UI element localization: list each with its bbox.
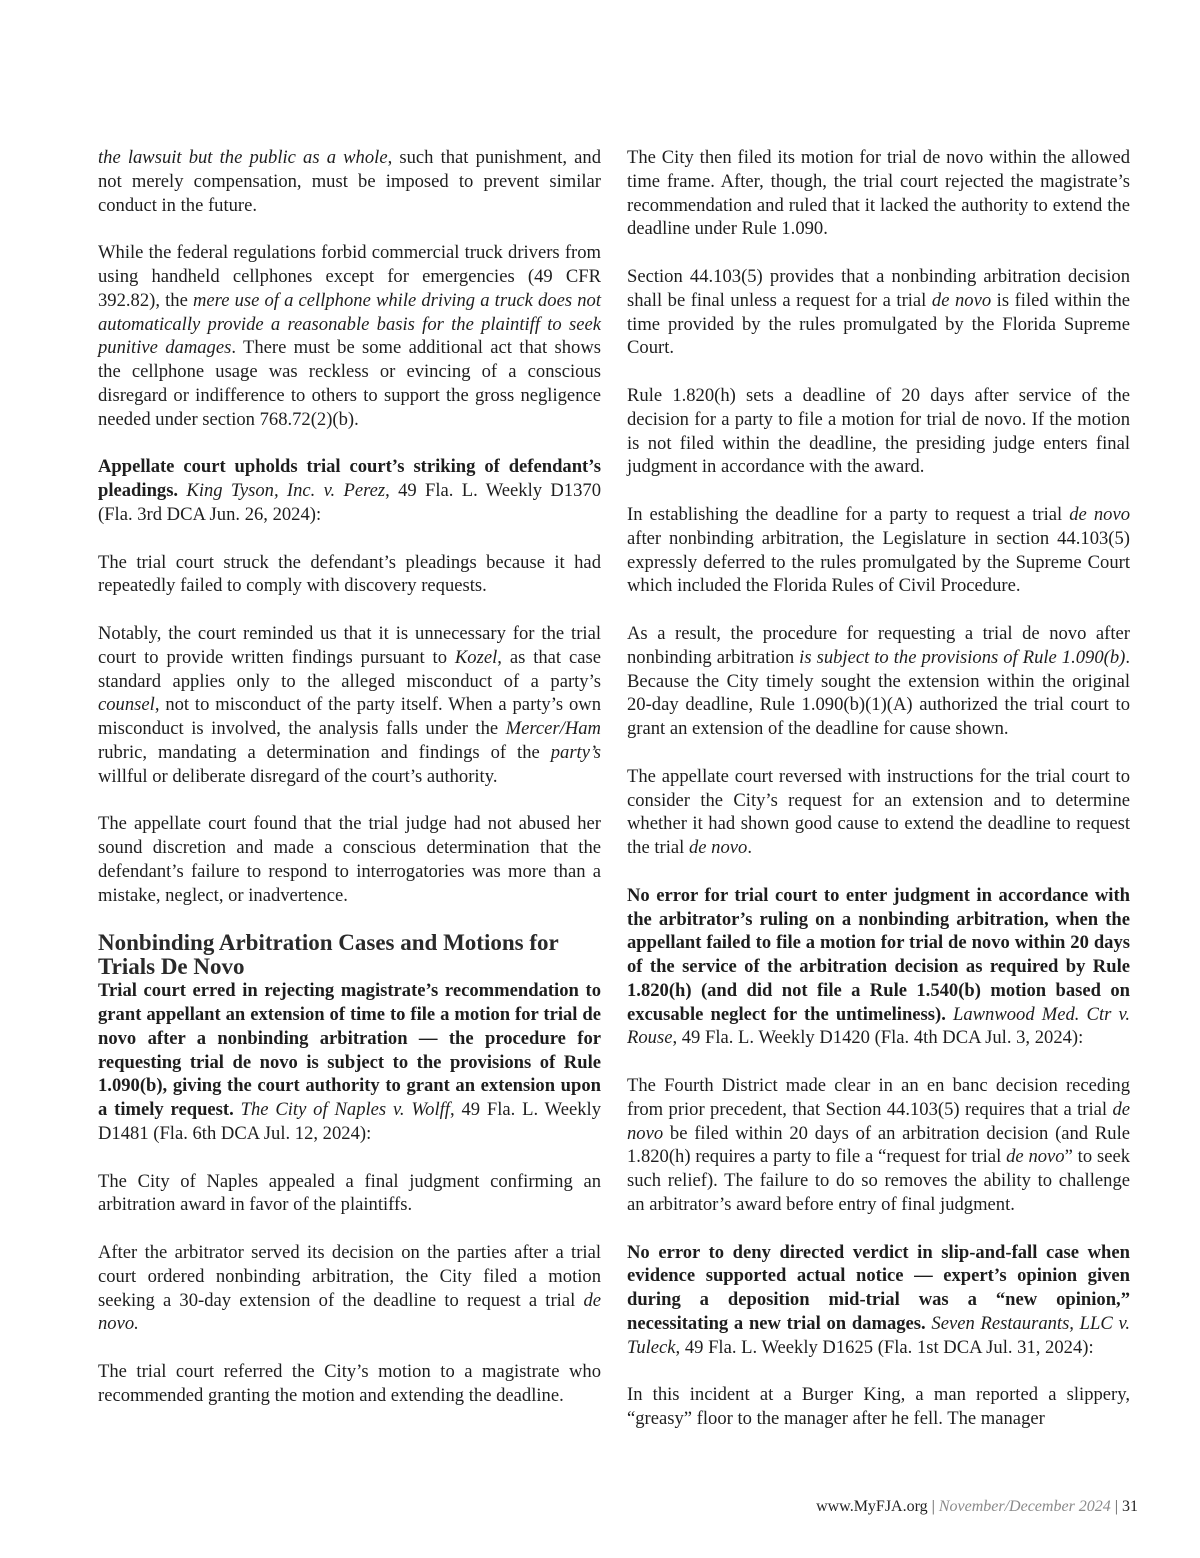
paragraph: Notably, the court reminded us that it is unnecessary for the trial court to provide written findings pursuant to Kozel, as that case standard applies only to the alleged misconduct of a party’s counsel, not to misconduct of the party itself. When a party’s own misconduct is involved, the analysis falls under the Mercer/Ham rubric, mandating a determination and findings of the party’s willful or deliberate disregard of the court’s authority. xyxy=(98,622,601,787)
footer-site-link[interactable]: www.MyFJA.org xyxy=(816,1498,928,1515)
page-number: 31 xyxy=(1122,1498,1138,1515)
paragraph: The appellate court reversed with instructions for the trial court to consider the City’s request for an extension and to determine whether it had shown good cause to extend the deadline to request the trial de novo. xyxy=(627,765,1130,859)
paragraph: Section 44.103(5) provides that a nonbinding arbitration decision shall be final unless a request for a trial de novo is filed within the time provided by the rules promulgated by the Florida Supreme Court. xyxy=(627,265,1130,359)
paragraph: The trial court referred the City’s motion to a magistrate who recommended granting the motion and extending the deadline. xyxy=(98,1361,601,1406)
page-footer xyxy=(0,1498,1138,1516)
paragraph: The City then filed its motion for trial de novo within the allowed time frame. After, though, the trial court rejected the magistrate’s recommendation and ruled that it lacked the authority to extend the deadline under Rule 1.090. xyxy=(627,147,1130,240)
paragraph: In this incident at a Burger King, a man reported a slippery, “greasy” floor to the manager after he fell. The manager xyxy=(627,1384,1130,1430)
case-summary-seven-restaurants xyxy=(627,1241,1130,1360)
section-heading: Nonbinding Arbitration Cases and Motions for Trials De Novo xyxy=(98,930,559,980)
case-headline: Trial court erred in rejecting magistrate’s recommendation to grant appellant an extension of time to file a motion for trial de novo after a nonbinding arbitration — the procedure for requesting trial de novo is subject to the provisions of Rule 1.090(b), giving the court authority to grant an extension upon a timely request. xyxy=(98,980,601,1121)
paragraph: In establishing the deadline for a party to request a trial de novo after nonbinding arbitration, the Legislature in section 44.103(5) expressly deferred to the rules promulgated by the Supreme Court which included the Florida Rules of Civil Procedure. xyxy=(627,503,1130,597)
case-citation: , 49 Fla. L. Weekly D1420 (Fla. 4th DCA Jul. 3, 2024): xyxy=(672,1027,1084,1049)
paragraph: Rule 1.820(h) sets a deadline of 20 days after service of the decision for a party to file a motion for trial de novo. If the motion is not filed within the deadline, the presiding judge enters final judgment in accordance with the award. xyxy=(627,384,1130,478)
paragraph: The trial court struck the defendant’s pleadings because it had repeatedly failed to comply with discovery requests. xyxy=(98,551,601,597)
case-headline: No error for trial court to enter judgment in accordance with the arbitrator’s ruling on a nonbinding arbitration, when the appellant failed to file a motion for trial de novo within 20 days of the service of the arbitration decision as required by Rule 1.820(h) (and did not file a Rule 1.540(b) motion based on excusable neglect for the untimeliness). xyxy=(627,884,1130,1025)
left-column xyxy=(98,146,601,1408)
case-summary-lawnwood xyxy=(627,884,1130,1051)
footer-separator: | xyxy=(1110,1498,1122,1515)
case-citation: , 49 Fla. L. Weekly D1370 (Fla. 3rd DCA Jun. 26, 2024): xyxy=(98,480,601,525)
case-summary-king-tyson xyxy=(98,455,601,526)
case-headline: Appellate court upholds trial court’s striking of defendant’s pleadings. xyxy=(98,456,601,502)
case-name: Seven Restaurants, LLC v. Tuleck xyxy=(627,1313,1130,1358)
footer-issue: November/December 2024 xyxy=(938,1498,1111,1515)
paragraph: The appellate court found that the trial judge had not abused her sound discretion and made a conscious determination that the defendant’s failure to respond to interrogatories was more than a mistake, neglect, or inadvertence. xyxy=(98,813,601,906)
right-column xyxy=(627,146,1130,1431)
footer-separator: | xyxy=(927,1498,939,1515)
case-summary-city-of-naples xyxy=(98,979,601,1146)
case-headline: No error to deny directed verdict in slip-and-fall case when evidence supported actual notice — expert’s opinion given during a deposition mid-trial was a “new opinion,” necessitating a new trial on damages. xyxy=(627,1241,1130,1335)
paragraph: The Fourth District made clear in an en banc decision receding from prior precedent, that Section 44.103(5) requires that a trial de novo be filed within 20 days of an arbitration decision (and Rule 1.820(h) requires a party to file a “request for trial de novo” to seek such relief). The failure to do so removes the ability to challenge an arbitrator’s award before entry of final judgment. xyxy=(627,1075,1130,1216)
paragraph: As a result, the procedure for requesting a trial de novo after nonbinding arbitration is subject to the provisions of Rule 1.090(b). Because the City timely sought the extension within the original 20-day deadline, Rule 1.090(b)(1)(A) authorized the trial court to grant an extension of the deadline for cause shown. xyxy=(627,622,1130,740)
case-citation: , 49 Fla. L. Weekly D1481 (Fla. 6th DCA Jul. 12, 2024): xyxy=(98,1099,601,1145)
paragraph: After the arbitrator served its decision on the parties after a trial court ordered nonbinding arbitration, the City filed a motion seeking a 30-day extension of the deadline to request a trial de novo. xyxy=(98,1242,601,1335)
paragraph: While the federal regulations forbid commercial truck drivers from using handheld cellphones except for emergencies (49 CFR 392.82), the mere use of a cellphone while driving a truck does not automatically provide a reasonable basis for the plaintiff to seek punitive damages. There must be some additional act that shows the cellphone usage was reckless or evincing of a conscious disregard or indifference to others to support the gross negligence needed under section 768.72(2)(b). xyxy=(98,242,601,430)
case-name: The City of Naples v. Wolff xyxy=(240,1099,450,1121)
case-name: Lawnwood Med. Ctr v. Rouse xyxy=(627,1003,1130,1049)
paragraph: the lawsuit but the public as a whole, such that punishment, and not merely compensation, must be imposed to prevent similar conduct in the future. xyxy=(98,147,601,216)
paragraph: The City of Naples appealed a final judgment confirming an arbitration award in favor of the plaintiffs. xyxy=(98,1170,601,1216)
case-citation: , 49 Fla. L. Weekly D1625 (Fla. 1st DCA Jul. 31, 2024): xyxy=(675,1336,1094,1358)
case-name: King Tyson, Inc. v. Perez xyxy=(186,480,386,502)
